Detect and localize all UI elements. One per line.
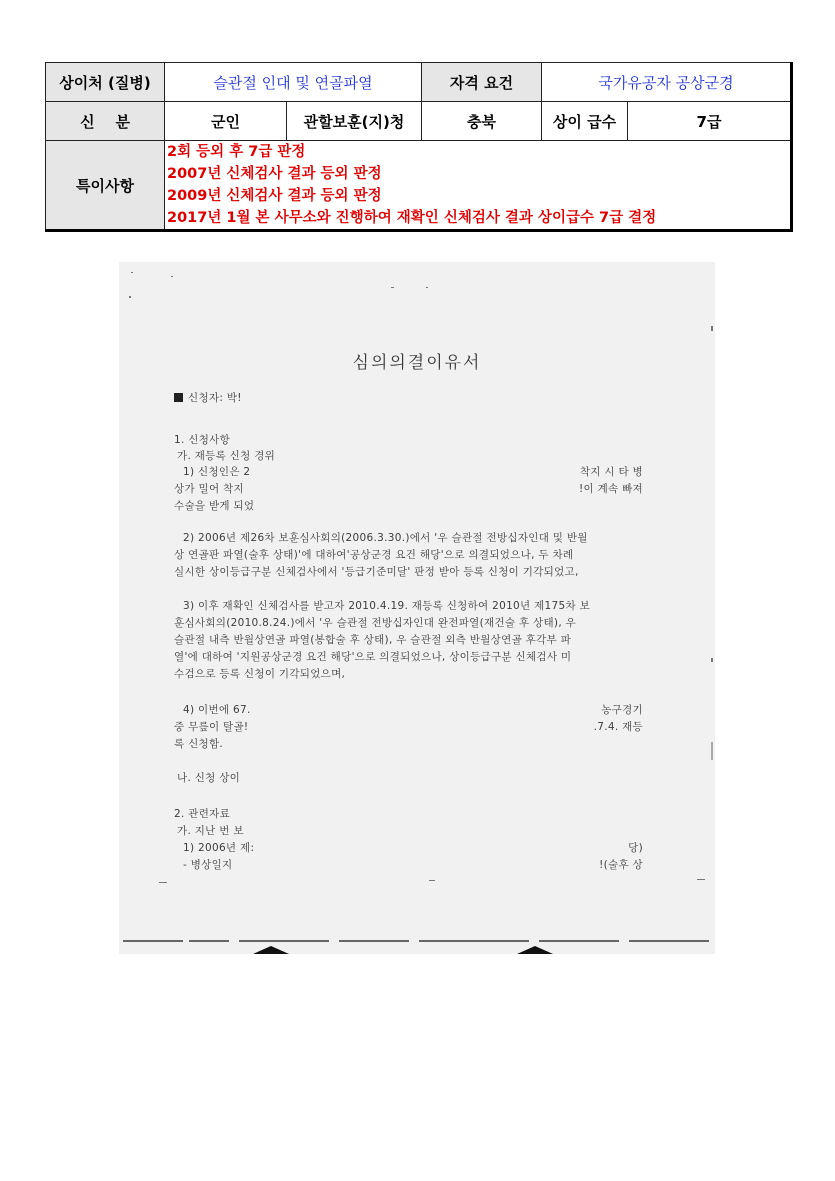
value-office: 충북 bbox=[422, 102, 542, 141]
text-line: 록 신청함. bbox=[174, 738, 224, 750]
text-line: !이 계속 빠져 bbox=[579, 483, 643, 495]
subsection-heading: 나. 신청 상이 bbox=[177, 772, 241, 784]
text-line: - 병상일지 bbox=[183, 859, 233, 871]
note-line: 2017년 1월 본 사무소와 진행하여 재확인 신체검사 결과 상이급수 7급 결정 bbox=[167, 210, 657, 226]
text-line: .7.4. 재등 bbox=[593, 721, 643, 733]
text-line: 3) 이후 재확인 신체검사를 받고자 2010.4.19. 재등록 신청하여 2010년 제175차 보 bbox=[183, 600, 591, 612]
value-injury: 슬관절 인대 및 연골파열 bbox=[165, 63, 422, 102]
text-line: 상가 밀어 착지 bbox=[174, 483, 244, 495]
text-line: 수술을 받게 되었 bbox=[174, 500, 255, 512]
applicant-line: 신청자: 박! bbox=[174, 390, 242, 405]
text-line: 수검으로 등록 신청이 기각되었으며, bbox=[174, 668, 346, 680]
label-status: 신 분 bbox=[46, 102, 165, 141]
text-line: 1) 2006년 제: bbox=[183, 842, 255, 854]
text-line: !(술후 상 bbox=[599, 859, 643, 871]
summary-row-notes bbox=[46, 141, 792, 231]
text-line: 열'에 대하여 '지원공상군경 요건 해당'으로 의결되었으나, 상이등급구분 신체검사 미 bbox=[174, 651, 572, 663]
value-grade: 7급 bbox=[628, 102, 792, 141]
value-status: 군인 bbox=[165, 102, 287, 141]
label-notes: 특이사항 bbox=[46, 141, 165, 231]
scan-bottom-edge bbox=[119, 938, 715, 954]
section-heading: 1. 신청사항 bbox=[174, 434, 231, 446]
text-line: 4) 이번에 67. bbox=[183, 704, 251, 716]
text-line: 상 연골판 파열(술후 상태)'에 대하여'공상군경 요건 해당'으로 의결되었으나, 두 차례 bbox=[174, 549, 574, 561]
label-office: 관할보훈(지)청 bbox=[287, 102, 422, 141]
subsection-heading: 가. 지난 번 보 bbox=[177, 825, 244, 837]
text-line: 실시한 상이등급구분 신체검사에서 '등급기준미달' 판정 받아 등록 신청이 기각되었고, bbox=[174, 566, 579, 578]
section-heading: 2. 관련자료 bbox=[174, 808, 231, 820]
scanned-decision-document bbox=[119, 262, 715, 954]
text-line: 1) 신청인은 2 bbox=[183, 466, 251, 478]
notes-cell bbox=[165, 141, 792, 231]
scan-artifact-shape bbox=[517, 946, 553, 954]
subsection-heading: 가. 재등록 신청 경위 bbox=[177, 450, 276, 462]
label-injury: 상이처 (질병) bbox=[46, 63, 165, 102]
text-line: 훈심사회의(2010.8.24.)에서 '우 슬관절 전방십자인대 완전파열(재건술 후 상태), 우 bbox=[174, 617, 577, 629]
label-grade: 상이 급수 bbox=[542, 102, 628, 141]
label-qualification: 자격 요건 bbox=[422, 63, 542, 102]
note-line: 2009년 신체검사 결과 등외 판정 bbox=[167, 188, 382, 204]
note-line: 2007년 신체검사 결과 등외 판정 bbox=[167, 166, 382, 182]
summary-row-injury bbox=[46, 63, 792, 102]
value-qualification: 국가유공자 공상군경 bbox=[542, 63, 792, 102]
text-line: 착지 시 타 병 bbox=[579, 466, 643, 478]
summary-table bbox=[45, 62, 793, 232]
text-line: 슬관절 내측 반월상연골 파열(봉합술 후 상태), 우 슬관절 외측 반월상연골 후각부 파 bbox=[174, 634, 572, 646]
note-line: 2회 등외 후 7급 판정 bbox=[167, 144, 306, 160]
square-bullet-icon bbox=[174, 393, 183, 402]
text-line: 농구경기 bbox=[601, 704, 643, 716]
text-line: 2) 2006년 제26차 보훈심사회의(2006.3.30.)에서 '우 슬관절 전방십자인대 및 반월 bbox=[183, 532, 588, 544]
scan-artifact-shape bbox=[253, 946, 289, 954]
text-line: 당) bbox=[628, 842, 643, 854]
summary-row-status bbox=[46, 102, 792, 141]
text-line: 중 무릎이 탈골! bbox=[174, 721, 249, 733]
document-title: 심의의결이유서 bbox=[352, 353, 482, 373]
